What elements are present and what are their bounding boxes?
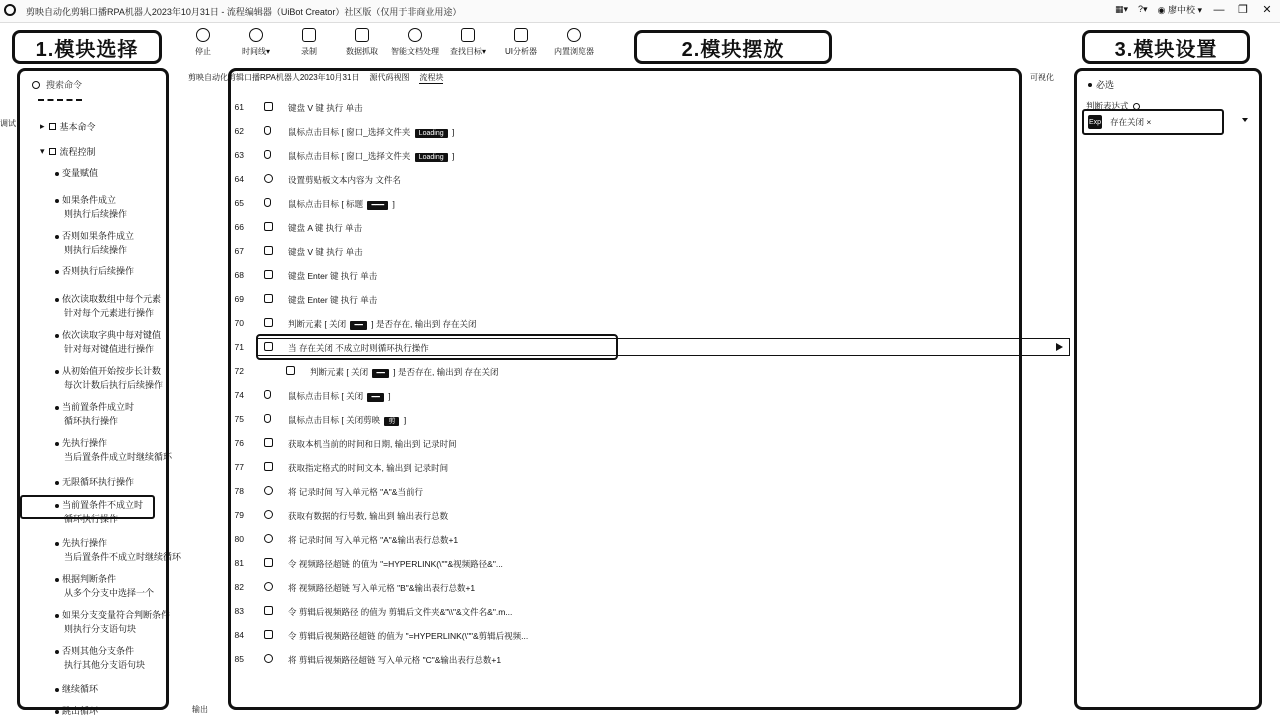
mouse-icon [264, 414, 271, 423]
code-line[interactable] [230, 626, 1020, 644]
collapse-dot-icon [1088, 83, 1092, 87]
window-title: 剪映自动化剪辑口播RPA机器人2023年10月31日 - 流程编辑器（UiBot Creator）社区版（仅用于非商业用途） [26, 7, 462, 17]
target-thumbnail[interactable]: ━━━ [367, 201, 388, 210]
line-number: 81 [234, 558, 244, 568]
code-line[interactable] [230, 482, 1020, 500]
line-number: 70 [234, 318, 244, 328]
divider [38, 99, 82, 103]
code-line-text [310, 366, 499, 378]
code-line-text [288, 102, 363, 114]
module-item[interactable] [55, 644, 165, 672]
line-number: 78 [234, 486, 244, 496]
module-item-label: 变量赋值 [62, 168, 99, 178]
circle-icon [264, 174, 273, 183]
code-line[interactable] [230, 362, 1020, 380]
module-item-label: 否则其他分支条件 [62, 646, 135, 656]
condition-input[interactable] [1082, 109, 1224, 135]
bullet-icon [55, 370, 59, 374]
line-number: 82 [234, 582, 244, 592]
loop-icon [264, 630, 273, 639]
line-number: 63 [234, 150, 244, 160]
visual-toggle[interactable]: 可视化 [1030, 73, 1054, 82]
search-input[interactable]: 搜索命令 [46, 80, 83, 90]
close-icon[interactable]: ✕ [1262, 4, 1272, 16]
line-number: 65 [234, 198, 244, 208]
circle-icon [264, 486, 273, 495]
app-logo-icon [4, 4, 16, 16]
module-item-desc: 循环执行操作 [64, 514, 119, 524]
code-line-text [288, 606, 512, 618]
square-icon [286, 366, 295, 375]
module-item[interactable] [55, 436, 173, 464]
bullet-icon [55, 650, 59, 654]
module-item-label: 依次读取字典中每对键值 [62, 330, 162, 340]
module-item-label: 根据判断条件 [62, 574, 117, 584]
line-number: 85 [234, 654, 244, 664]
ui-analyzer-icon [514, 28, 528, 42]
loop-icon [264, 558, 273, 567]
line-number: 74 [234, 390, 244, 400]
code-line-text [288, 414, 406, 426]
condition-value: 存在关闭 × [1110, 117, 1152, 127]
code-line-text [288, 390, 391, 402]
code-line-text [288, 150, 454, 162]
module-item-label: 先执行操作 [62, 538, 108, 548]
code-text: 令 剪辑后视频路径 的值为 剪辑后文件夹&"\\"&文件名&".m... [288, 607, 513, 617]
required-section[interactable]: 必选 [1088, 78, 1114, 91]
code-text: 令 剪辑后视频路径超链 的值为 "=HYPERLINK(\""&剪辑后视频... [288, 631, 529, 641]
builtin-browser-button[interactable]: 内置浏览器 [549, 24, 599, 64]
idp-button[interactable]: 智能文档处理 [390, 24, 440, 64]
code-line-text [288, 222, 362, 234]
bullet-icon [55, 542, 59, 546]
line-number: 62 [234, 126, 244, 136]
module-item[interactable] [55, 682, 165, 696]
side-strip-left[interactable]: 调试 [0, 119, 16, 128]
code-line[interactable] [230, 122, 1020, 140]
mouse-icon [264, 150, 271, 159]
code-line-text [288, 558, 503, 570]
ui-analyzer-button[interactable]: UI分析器 [496, 24, 546, 64]
target-thumbnail[interactable]: Loading [415, 153, 448, 162]
code-line-text [288, 510, 448, 522]
code-line[interactable] [230, 506, 1020, 524]
module-item[interactable] [55, 536, 182, 564]
code-text-tail: ] [385, 391, 391, 401]
code-line[interactable] [230, 650, 1020, 668]
breadcrumb-file[interactable]: 剪映自动化剪辑口播RPA机器人2023年10月31日 [188, 73, 360, 82]
code-line[interactable] [230, 386, 1020, 404]
toolbar [178, 24, 602, 64]
code-line-text [288, 294, 377, 306]
line-number: 72 [234, 366, 244, 376]
user-menu[interactable]: ◉ 廖中校 ▾ [1157, 5, 1202, 15]
highlight-selected-module [20, 495, 155, 519]
module-item[interactable] [55, 704, 165, 718]
line-number: 83 [234, 606, 244, 616]
code-text: 将 记录时间 写入单元格 "A"&当前行 [288, 487, 423, 497]
code-line-text [288, 174, 401, 186]
module-item[interactable] [55, 364, 165, 392]
bullet-icon [55, 614, 59, 618]
code-line-text [288, 534, 458, 546]
code-line[interactable] [230, 290, 1020, 308]
code-text: 当 存在关闭 不成立时则循环执行操作 [288, 343, 429, 353]
code-line-text [288, 654, 501, 666]
module-item[interactable] [55, 166, 165, 180]
bullet-icon [55, 406, 59, 410]
record-button[interactable]: 录制 [284, 24, 334, 64]
keyboard-icon [264, 462, 273, 471]
command-search[interactable] [32, 78, 82, 91]
module-item-desc: 针对每对键值进行操作 [64, 344, 155, 354]
bullet-icon [55, 298, 59, 302]
highlight-selected-row [256, 334, 618, 360]
code-text: 将 剪辑后视频路径超链 写入单元格 "C"&输出表行总数+1 [288, 655, 502, 665]
module-item-label: 跳出循环 [62, 706, 99, 716]
layout-icon[interactable]: ▦▾ [1115, 4, 1129, 14]
minimize-icon[interactable]: — [1213, 3, 1225, 16]
code-text-tail: ] [449, 151, 455, 161]
code-text: 键盘 V 键 执行 单击 [288, 247, 363, 257]
loop-icon [264, 606, 273, 615]
line-number: 66 [234, 222, 244, 232]
code-text: 令 视频路径超链 的值为 "=HYPERLINK(\""&视频路径&"... [288, 559, 503, 569]
code-text: 判断元素 [ 关闭 [288, 319, 349, 329]
code-line-text [288, 270, 377, 282]
module-item-label: 从初始值开始按步长计数 [62, 366, 162, 376]
line-number: 61 [234, 102, 244, 112]
search-icon [32, 81, 40, 89]
code-line[interactable] [230, 242, 1020, 260]
expand-icon: ▸ [40, 121, 45, 131]
circle-icon [264, 534, 273, 543]
folder-icon [49, 148, 56, 155]
circle-icon [264, 582, 273, 591]
code-line[interactable] [230, 530, 1020, 548]
module-item-label: 否则如果条件成立 [62, 231, 135, 241]
line-number: 68 [234, 270, 244, 280]
module-item-desc: 则执行后续操作 [64, 209, 128, 219]
code-line[interactable] [230, 602, 1020, 620]
module-item-label: 先执行操作 [62, 438, 108, 448]
code-line[interactable] [230, 314, 1020, 332]
target-thumbnail[interactable]: ━━ [372, 369, 388, 378]
module-item[interactable] [55, 475, 165, 489]
data-capture-button[interactable]: 数据抓取 [337, 24, 387, 64]
line-number: 79 [234, 510, 244, 520]
code-text: 设置剪贴板文本内容为 文件名 [288, 175, 401, 185]
code-text: 键盘 V 键 执行 单击 [288, 103, 363, 113]
mouse-icon [264, 126, 271, 135]
code-line[interactable] [230, 194, 1020, 212]
line-number: 64 [234, 174, 244, 184]
bullet-icon [55, 442, 59, 446]
code-line[interactable] [230, 98, 1020, 116]
circle-icon [264, 654, 273, 663]
timeline-button[interactable]: 时间线▾ [231, 24, 281, 64]
code-line[interactable] [230, 146, 1020, 164]
line-number: 80 [234, 534, 244, 544]
module-item-desc: 则执行分支语句块 [64, 624, 137, 634]
module-item-label: 当前置条件不成立时 [62, 500, 144, 510]
code-text: 获取有数据的行号数, 输出到 输出表行总数 [288, 511, 449, 521]
code-text-tail: ] 是否存在, 输出到 存在关闭 [390, 367, 499, 377]
keyboard-icon [264, 222, 273, 231]
module-item-label: 当前置条件成立时 [62, 402, 135, 412]
module-item-desc: 则执行后续操作 [64, 245, 128, 255]
module-item-label: 否则执行后续操作 [62, 266, 135, 276]
clock-icon [249, 28, 263, 42]
module-item-label: 无限循环执行操作 [62, 477, 135, 487]
bullet-icon [55, 710, 59, 714]
capture-icon [355, 28, 369, 42]
module-item[interactable] [55, 328, 165, 356]
bullet-icon [55, 481, 59, 485]
code-line[interactable] [230, 410, 1020, 428]
code-line[interactable] [230, 578, 1020, 596]
line-number: 75 [234, 414, 244, 424]
bullet-icon [55, 199, 59, 203]
code-text: 鼠标点击目标 [ 标题 [288, 199, 366, 209]
code-line-text [288, 198, 395, 210]
module-item-desc: 当后置条件成立时继续循环 [64, 452, 173, 462]
code-line-text [288, 486, 423, 498]
breadcrumb [188, 72, 443, 84]
module-item-label: 如果条件成立 [62, 195, 117, 205]
module-item[interactable] [55, 608, 171, 636]
code-line-text [288, 126, 454, 138]
code-text-tail: ] [390, 199, 395, 209]
module-item-desc: 当后置条件不成立时继续循环 [64, 552, 182, 562]
module-item[interactable] [55, 264, 165, 278]
line-number: 67 [234, 246, 244, 256]
module-item[interactable] [55, 292, 165, 320]
code-text: 获取本机当前的时间和日期, 输出到 记录时间 [288, 439, 457, 449]
code-text: 鼠标点击目标 [ 关闭剪映 [288, 415, 383, 425]
line-number: 71 [234, 342, 244, 352]
line-number: 69 [234, 294, 244, 304]
module-item-desc: 针对每个元素进行操作 [64, 308, 155, 318]
code-line-text [288, 318, 477, 330]
code-text: 键盘 A 键 执行 单击 [288, 223, 363, 233]
breadcrumb-block[interactable]: 流程块 [419, 73, 444, 82]
line-number: 76 [234, 438, 244, 448]
code-text: 键盘 Enter 键 执行 单击 [288, 271, 378, 281]
code-line[interactable] [230, 266, 1020, 284]
bullet-icon [55, 578, 59, 582]
code-text: 鼠标点击目标 [ 窗口_选择文件夹 [288, 151, 413, 161]
code-text-tail: ] [449, 127, 455, 137]
run-line-icon[interactable] [1056, 343, 1063, 351]
keyboard-icon [264, 102, 273, 111]
keyboard-icon [264, 294, 273, 303]
maximize-icon[interactable]: ❐ [1238, 4, 1248, 16]
module-item-desc: 执行其他分支语句块 [64, 660, 146, 670]
record-icon [302, 28, 316, 42]
code-text: 鼠标点击目标 [ 关闭 [288, 391, 366, 401]
bullet-icon [55, 334, 59, 338]
code-line-text [288, 438, 457, 450]
keyboard-icon [264, 246, 273, 255]
collapse-icon: ▾ [40, 146, 45, 156]
browser-icon [567, 28, 581, 42]
stop-button[interactable]: 停止 [178, 24, 228, 64]
bullet-icon [55, 172, 59, 176]
code-line-text [288, 582, 475, 594]
title-bar [0, 0, 1280, 23]
code-text: 将 视频路径超链 写入单元格 "B"&输出表行总数+1 [288, 583, 476, 593]
mouse-icon [264, 198, 271, 207]
code-text-tail: ] 是否存在, 输出到 存在关闭 [368, 319, 477, 329]
module-item[interactable] [55, 229, 165, 257]
category-basic[interactable]: ▸ 基本命令 [40, 121, 96, 132]
bullet-icon [55, 270, 59, 274]
code-text-tail: ] [401, 415, 407, 425]
target-thumbnail[interactable]: ━━ [350, 321, 366, 330]
user-icon: ◉ [1157, 5, 1166, 15]
ai-icon [408, 28, 422, 42]
folder-icon [49, 123, 56, 130]
module-settings-frame [1074, 68, 1262, 710]
mouse-icon [264, 390, 271, 399]
code-text: 鼠标点击目标 [ 窗口_选择文件夹 [288, 127, 413, 137]
line-number: 77 [234, 462, 244, 472]
module-item-desc: 循环执行操作 [64, 416, 119, 426]
annotation-module-settings: 3.模块设置 [1082, 30, 1250, 64]
bullet-icon [55, 688, 59, 692]
module-item-label: 继续循环 [62, 684, 99, 694]
target-thumbnail[interactable]: Loading [415, 129, 448, 138]
breadcrumb-view[interactable]: 源代码视图 [369, 73, 410, 82]
module-item-label: 依次读取数组中每个元素 [62, 294, 162, 304]
square-icon [264, 318, 273, 327]
target-thumbnail[interactable]: 剪 [384, 417, 399, 426]
code-line[interactable] [230, 170, 1020, 188]
code-line-text [288, 462, 448, 474]
stop-icon [196, 28, 210, 42]
annotation-module-place: 2.模块摆放 [634, 30, 832, 64]
code-text: 键盘 Enter 键 执行 单击 [288, 295, 378, 305]
module-item-label: 如果分支变量符合判断条件 [62, 610, 171, 620]
module-item[interactable] [55, 400, 165, 428]
code-line[interactable] [230, 434, 1020, 452]
module-item-desc: 每次计数后执行后续操作 [64, 380, 164, 390]
find-target-button[interactable]: 查找目标▾ [443, 24, 493, 64]
code-line-text [288, 630, 528, 642]
expression-icon[interactable]: Exp [1088, 115, 1102, 129]
dropdown-icon[interactable] [1242, 118, 1248, 122]
module-item[interactable] [55, 572, 165, 600]
target-thumbnail[interactable]: ━━ [367, 393, 383, 402]
output-tab[interactable]: 输出 [192, 705, 208, 714]
code-text: 获取指定格式的时间文本, 输出到 记录时间 [288, 463, 449, 473]
module-item[interactable] [55, 193, 165, 221]
circle-icon [264, 510, 273, 519]
annotation-module-select: 1.模块选择 [12, 30, 162, 64]
code-line[interactable] [230, 554, 1020, 572]
help-icon[interactable]: ?▾ [1138, 4, 1148, 14]
keyboard-icon [264, 270, 273, 279]
module-item-desc: 从多个分支中选择一个 [64, 588, 155, 598]
line-number: 84 [234, 630, 244, 640]
keyboard-icon [264, 438, 273, 447]
bullet-icon [55, 235, 59, 239]
code-text: 将 记录时间 写入单元格 "A"&输出表行总数+1 [288, 535, 459, 545]
code-line[interactable] [230, 458, 1020, 476]
target-icon [461, 28, 475, 42]
code-text: 判断元素 [ 关闭 [310, 367, 371, 377]
condition-label: 判断表达式 [1086, 100, 1140, 112]
code-line[interactable] [230, 218, 1020, 236]
code-line-text [288, 246, 363, 258]
category-flow[interactable]: ▾ 流程控制 [40, 146, 96, 157]
